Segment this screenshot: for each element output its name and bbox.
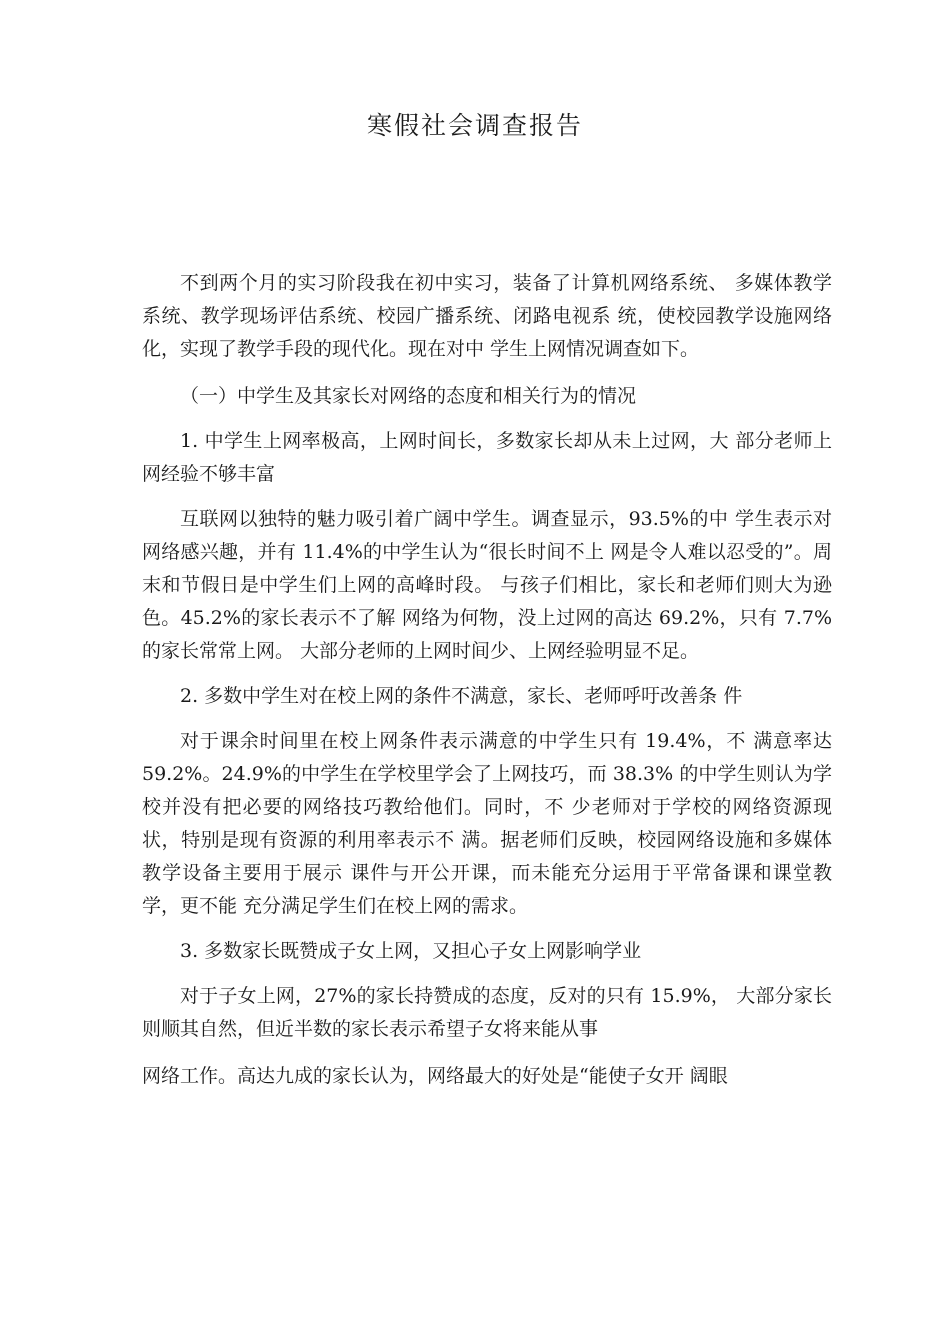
document-body xyxy=(142,267,832,1093)
paragraph-2: 对于课余时间里在校上网条件表示满意的中学生只有 19.4%，不 满意率达 59.2%。24.9%的中学生在学校里学会了上网技巧，而 38.3% 的中学生则认为学校并没有把必要的网络技巧教给他们。同时，不 少老师对于学校的网络资源现状，特别是现有资源的利用率表示不 满。据老师们反映，校园网络设施和多媒体教学设备主要用于展示 课件与开公开课，而未能充分运用于平常备课和课堂教学，更不能 充分满足学生们在校上网的需求。 xyxy=(142,730,832,917)
paragraph-intro: 不到两个月的实习阶段我在初中实习，装备了计算机网络系统、 多媒体教学系统、教学现场评估系统、校园广播系统、闭路电视系 统，使校园教学设施网络化，实现了教学手段的现代化。现在对中 学生上网情况调查如下。 xyxy=(142,272,832,360)
subheading-2: 2. 多数中学生对在校上网的条件不满意，家长、老师呼吁改善条 件 xyxy=(180,685,743,707)
paragraph-3-continued: 网络工作。高达九成的家长认为，网络最大的好处是“能使子女开 阔眼 xyxy=(142,1065,728,1087)
subheading-1: 1. 中学生上网率极高，上网时间长，多数家长却从未上过网，大 部分老师上网经验不够丰富 xyxy=(142,430,832,485)
paragraph-3: 对于子女上网，27%的家长持赞成的态度，反对的只有 15.9%， 大部分家长则顺其自然，但近半数的家长表示希望子女将来能从事 xyxy=(142,985,832,1040)
section-heading-1: （一）中学生及其家长对网络的态度和相关行为的情况 xyxy=(180,385,637,407)
subheading-3: 3. 多数家长既赞成子女上网，又担心子女上网影响学业 xyxy=(180,940,642,962)
paragraph-1: 互联网以独特的魅力吸引着广阔中学生。调查显示，93.5%的中 学生表示对网络感兴趣，并有 11.4%的中学生认为“很长时间不上 网是令人难以忍受的”。周末和节假日是中学生们上网的高峰时段。 与孩子们相比，家长和老师们则大为逊色。45.2%的家长表示不了解 网络为何物，没上过网的高达 69.2%，只有 7.7%的家长常常上网。 大部分老师的上网时间少、上网经验明显不足。 xyxy=(142,508,832,662)
document-title: 寒假社会调查报告 xyxy=(366,111,583,140)
